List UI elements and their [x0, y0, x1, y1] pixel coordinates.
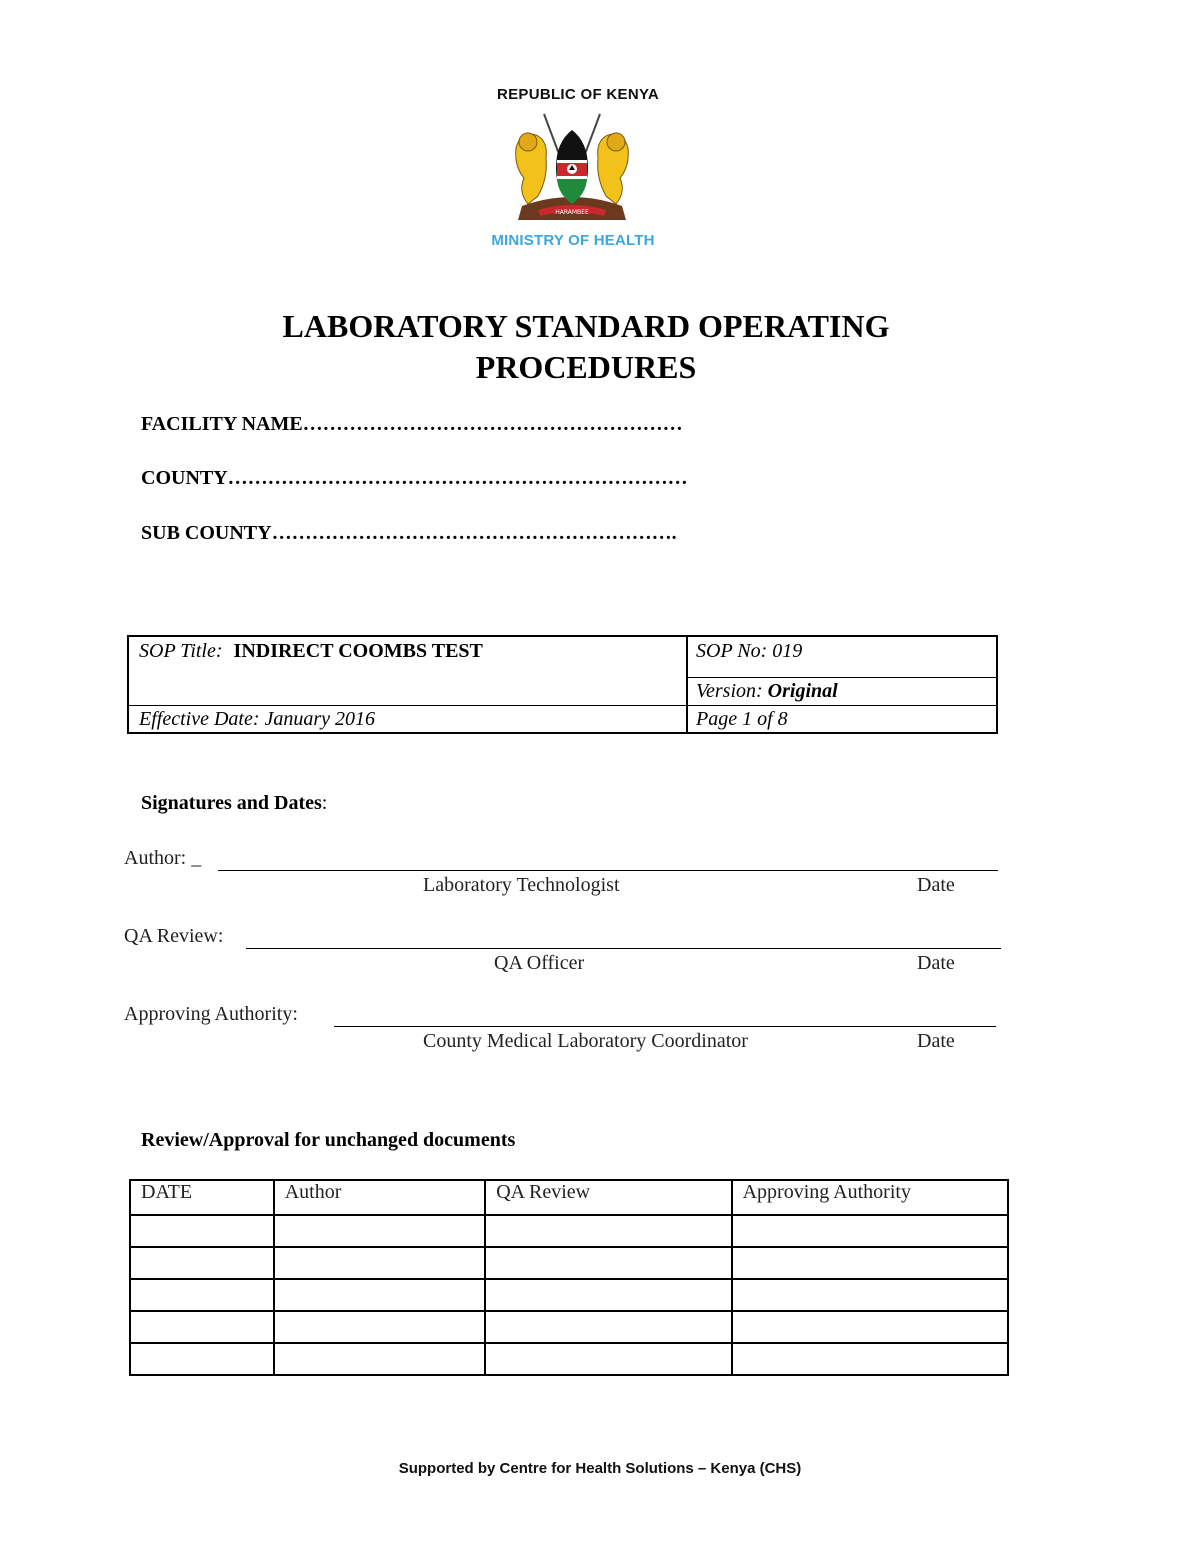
author-role: Laboratory Technologist [423, 874, 620, 896]
table-cell [130, 1343, 274, 1375]
table-cell [485, 1247, 731, 1279]
sop-number: SOP No: 019 [696, 640, 803, 662]
county-field: COUNTY…………………………………………………………… [141, 467, 688, 489]
approver-signature-line [334, 1026, 996, 1027]
sop-effective-date: Effective Date: January 2016 [139, 708, 376, 730]
table-row [130, 1279, 1008, 1311]
sop-version-cell [696, 680, 838, 703]
table-cell [130, 1279, 274, 1311]
table-cell [485, 1215, 731, 1247]
table-cell [274, 1279, 486, 1311]
table-cell [274, 1215, 486, 1247]
table-cell [732, 1247, 1008, 1279]
column-header-author: Author [274, 1180, 486, 1215]
author-label: Author: _ [124, 847, 202, 869]
table-cell [485, 1343, 731, 1375]
review-approval-heading: Review/Approval for unchanged documents [141, 1129, 516, 1151]
table-row [130, 1343, 1008, 1375]
table-cell [130, 1311, 274, 1343]
signatures-heading-text: Signatures and Dates [141, 792, 322, 814]
sop-title-label: SOP Title: [139, 640, 223, 662]
title-line-2: PROCEDURES [475, 349, 697, 385]
table-cell [274, 1247, 486, 1279]
author-date-label: Date [917, 874, 955, 896]
table-cell [274, 1343, 486, 1375]
column-header-approving-authority: Approving Authority [732, 1180, 1008, 1215]
title-line-1: LABORATORY STANDARD OPERATING [282, 308, 890, 344]
table-row [130, 1311, 1008, 1343]
svg-text:HARAMBEE: HARAMBEE [555, 209, 589, 216]
document-title [200, 306, 972, 388]
footer-support-note: Supported by Centre for Health Solutions – Kenya (CHS) [398, 1460, 802, 1477]
kenya-coat-of-arms-icon [508, 108, 636, 228]
qa-date-label: Date [917, 952, 955, 974]
table-cell [732, 1311, 1008, 1343]
approver-role: County Medical Laboratory Coordinator [423, 1030, 748, 1052]
table-row [130, 1215, 1008, 1247]
facility-name-field: FACILITY NAME………………………………………………… [141, 413, 683, 435]
review-approval-table [129, 1179, 1009, 1376]
column-header-qa-review: QA Review [485, 1180, 731, 1215]
approver-date-label: Date [917, 1030, 955, 1052]
table-cell [130, 1215, 274, 1247]
sop-page: Page 1 of 8 [696, 708, 788, 730]
ministry-heading: MINISTRY OF HEALTH [491, 232, 655, 249]
approving-authority-label: Approving Authority: [124, 1003, 298, 1025]
sub-county-field: SUB COUNTY……………………………………………………. [141, 522, 677, 544]
qa-review-label: QA Review: [124, 925, 224, 947]
signatures-heading [141, 792, 327, 815]
sop-version-value: Original [767, 680, 838, 702]
sop-title-value: INDIRECT COOMBS TEST [233, 640, 483, 662]
table-cell [732, 1215, 1008, 1247]
column-header-date: DATE [130, 1180, 274, 1215]
signatures-heading-colon: : [321, 792, 328, 814]
republic-heading: REPUBLIC OF KENYA [496, 86, 660, 103]
table-row [130, 1247, 1008, 1279]
sop-info-table [127, 635, 998, 734]
author-signature-line [218, 870, 998, 871]
sop-version-label: Version: [696, 680, 763, 702]
qa-signature-line [246, 948, 1001, 949]
table-cell [732, 1343, 1008, 1375]
sop-title-cell [139, 640, 483, 663]
table-cell [485, 1311, 731, 1343]
table-cell [485, 1279, 731, 1311]
qa-role: QA Officer [494, 952, 585, 974]
table-cell [274, 1311, 486, 1343]
table-cell [130, 1247, 274, 1279]
table-cell [732, 1279, 1008, 1311]
table-header-row [130, 1180, 1008, 1215]
